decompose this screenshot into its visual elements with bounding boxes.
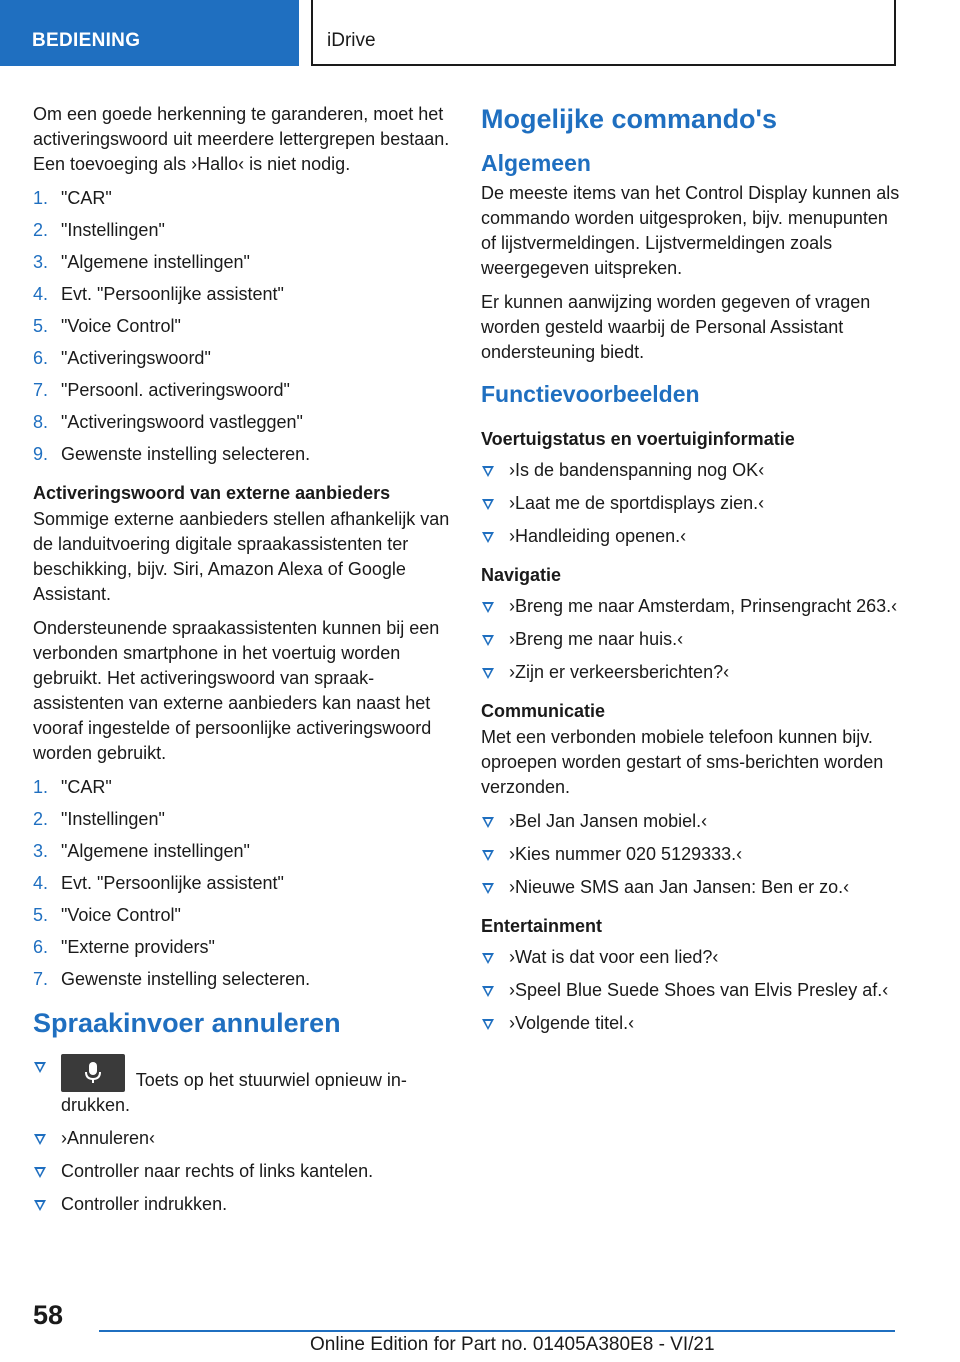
external-heading: Activeringswoord van externe aanbieders [33,483,391,503]
list-item [481,660,901,685]
list-item [33,1192,451,1217]
list-item [33,807,451,832]
cancel-heading: Spraakinvoer annuleren [33,1008,341,1038]
list-item [33,410,451,435]
triangle-bullet-icon [34,1134,46,1145]
step-number: 7. [33,380,49,400]
right-column [481,102,901,1046]
navigation-command-list [481,594,901,685]
triangle-bullet-icon [482,986,494,997]
steps-list-external-providers [33,775,451,992]
cancel-list [33,1054,451,1217]
step-text: "Voice Control" [61,316,181,336]
list-item-text: ›Annuleren‹ [61,1128,156,1148]
triangle-bullet-icon [482,499,494,510]
step-text: "Instellingen" [61,220,165,240]
step-text: "Persoonl. activeringswoord" [61,380,290,400]
step-number: 3. [33,252,49,272]
list-item [33,967,451,992]
communication-paragraph: Met een verbonden mobiele telefoon kunnen bijv. oproepen worden gestart of sms-berichten worden verzonden. [481,727,884,797]
step-text: "Activeringswoord vastleggen" [61,412,303,432]
list-item [33,282,451,307]
list-item [33,186,451,211]
list-item [481,524,901,549]
list-item [33,1159,451,1184]
list-item [481,945,901,970]
triangle-bullet-icon [482,532,494,543]
steps-list-activation-word [33,186,451,467]
triangle-bullet-icon [34,1062,46,1073]
list-item [33,218,451,243]
list-item-text: ›Kies nummer 020 5129333.‹ [509,844,743,864]
cancel-key-text: Toets op het stuurwiel opnieuw indrukken. [61,1070,407,1115]
step-number: 9. [33,444,49,464]
vehicle-heading: Voertuigstatus en voertuiginformatie [481,429,795,449]
examples-heading: Functievoorbeelden [481,381,700,407]
list-item [33,442,451,467]
communication-heading: Communicatie [481,701,606,721]
list-item [481,875,901,900]
triangle-bullet-icon [482,817,494,828]
triangle-bullet-icon [482,953,494,964]
list-item-text: ›Bel Jan Jansen mobiel.‹ [509,811,708,831]
list-item-text: ›Is de bandenspanning nog OK‹ [509,460,765,480]
list-item-text: ›Speel Blue Suede Shoes van Elvis Presley af.‹ [509,980,889,1000]
step-text: Evt. "Persoonlijke assistent" [61,284,284,304]
entertainment-heading: Entertainment [481,916,603,936]
step-text: "Algemene instellingen" [61,252,250,272]
list-item [481,458,901,483]
general-paragraph-2: Er kunnen aanwijzing worden gegeven of vragen worden gesteld waarbij de Personal Assistant ondersteuning biedt. [481,292,871,362]
section-title: BEDIENING [32,30,141,51]
list-item [481,809,901,834]
entertainment-command-list [481,945,901,1036]
step-number: 4. [33,284,49,304]
step-text: Gewenste instelling selecteren. [61,444,311,464]
microphone-icon [85,1062,101,1084]
step-text: Evt. "Persoonlijke assistent" [61,873,284,893]
section-tab [0,0,299,66]
page-number: 58 [33,1300,64,1330]
step-number: 6. [33,937,49,957]
step-text: "Voice Control" [61,905,181,925]
intro-paragraph: Om een goede herkenning te garanderen, moet het activeringswoord uit meerdere lettergrepen bestaan. Een toevoeging als ›Hallo‹ is niet nodig. [33,104,450,174]
triangle-bullet-icon [34,1167,46,1178]
triangle-bullet-icon [482,668,494,679]
list-item [33,775,451,800]
step-text: "CAR" [61,777,112,797]
step-number: 3. [33,841,49,861]
external-paragraph-2: Ondersteunende spraakassistenten kunnen bij een verbonden smartphone in het voertuig worden gebruikt. Het activeringswoord van spraakassistenten van externe aanbieders kan naast het vooraf ingestelde of persoonlijke activeringswoord worden gebruikt. [33,618,440,763]
list-item-text: ›Handleiding openen.‹ [509,526,687,546]
external-paragraph-1: Sommige externe aanbieders stellen afhankelijk van de landuitvoering digitale spraakassistenten ter beschikking, bijv. Siri, Amazon Alexa of Google Assistant. [33,509,450,604]
chapter-title: iDrive [327,30,376,51]
list-item [481,491,901,516]
step-number: 1. [33,777,49,797]
step-text: Gewenste instelling selecteren. [61,969,311,989]
list-item [33,903,451,928]
list-item [481,842,901,867]
navigation-heading: Navigatie [481,565,562,585]
list-item [481,978,901,1003]
list-item-text: ›Laat me de sportdisplays zien.‹ [509,493,765,513]
footer-edition: Online Edition for Part no. 01405A380E8 - VI/21 [310,1334,715,1355]
list-item [33,871,451,896]
triangle-bullet-icon [482,466,494,477]
step-number: 7. [33,969,49,989]
step-text: "Activeringswoord" [61,348,211,368]
general-paragraph-1: De meeste items van het Control Display kunnen als commando worden uitgesproken, bijv. menupunten of lijstvermeldingen. Lijstvermeldingen zoals weergegeven uitspreken. [481,183,900,278]
general-heading: Algemeen [481,150,591,176]
triangle-bullet-icon [482,1019,494,1030]
triangle-bullet-icon [482,602,494,613]
vehicle-command-list [481,458,901,549]
commands-heading: Mogelijke commando's [481,104,777,134]
list-item [33,378,451,403]
step-text: "Externe providers" [61,937,215,957]
list-item [33,935,451,960]
communication-command-list [481,809,901,900]
chapter-box [311,0,896,66]
step-number: 2. [33,220,49,240]
step-text: "Algemene instellingen" [61,841,250,861]
voice-key-button-icon [61,1054,125,1092]
list-item [33,250,451,275]
list-item [33,839,451,864]
list-item-text: ›Wat is dat voor een lied?‹ [509,947,719,967]
list-item-text: ›Breng me naar huis.‹ [509,629,684,649]
step-number: 6. [33,348,49,368]
step-number: 4. [33,873,49,893]
triangle-bullet-icon [482,850,494,861]
list-item-text: ›Breng me naar Amsterdam, Prinsengracht 263.‹ [509,596,898,616]
list-item [33,1126,451,1151]
step-number: 2. [33,809,49,829]
list-item-text: ›Zijn er verkeersberichten?‹ [509,662,730,682]
step-text: "Instellingen" [61,809,165,829]
list-item [33,346,451,371]
list-item-text: Controller naar rechts of links kantelen. [61,1161,374,1181]
list-item [481,594,901,619]
triangle-bullet-icon [482,635,494,646]
footer-divider [99,1330,895,1332]
list-item-text: ›Nieuwe SMS aan Jan Jansen: Ben er zo.‹ [509,877,850,897]
step-number: 1. [33,188,49,208]
list-item [481,627,901,652]
list-item [481,1011,901,1036]
list-item [33,314,451,339]
list-item-text: Controller indrukken. [61,1194,228,1214]
step-number: 5. [33,905,49,925]
left-column [33,102,451,1227]
step-number: 8. [33,412,49,432]
list-item [33,1054,451,1118]
triangle-bullet-icon [482,883,494,894]
step-text: "CAR" [61,188,112,208]
step-number: 5. [33,316,49,336]
list-item-text: ›Volgende titel.‹ [509,1013,635,1033]
triangle-bullet-icon [34,1200,46,1211]
